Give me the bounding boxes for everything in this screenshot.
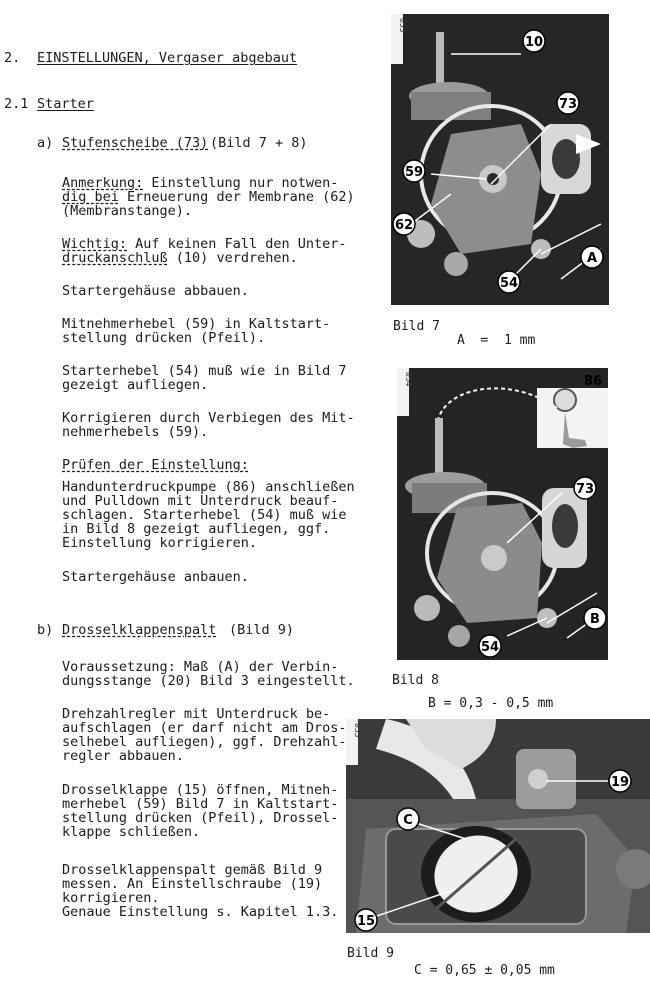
figure-9-photo: [346, 719, 650, 933]
figure-9-code: 055: [353, 723, 362, 738]
step-5: Startergehäuse anbauen.: [62, 569, 249, 585]
figure-7-measure: A = 1 mm: [457, 333, 536, 348]
part-a-ref: (Bild 7 + 8): [210, 135, 308, 151]
note-line-2: dig bei Erneuerung der Membrane (62): [62, 189, 355, 205]
figure-7-label-73: 73: [558, 97, 578, 112]
check-line-3: schlagen. Starterhebel (54) muß wie: [62, 507, 347, 523]
p2-line-1: Drosselklappe (15) öffnen, Mitneh-: [62, 782, 339, 798]
section-title: EINSTELLUNGEN, Vergaser abgebaut: [37, 50, 298, 66]
figure-8-caption: Bild 8: [392, 673, 439, 688]
figure-7-photo: [391, 14, 609, 305]
check-line-2: und Pulldown mit Unterdruck beauf-: [62, 493, 339, 509]
part-b-title: Drosselklappenspalt: [62, 622, 217, 638]
figure-7-label-10: 10: [524, 35, 544, 50]
figure-9-measure: C = 0,65 ± 0,05 mm: [414, 963, 555, 978]
figure-9-label-19: 19: [610, 775, 630, 790]
step-2-line-1: Mitnehmerhebel (59) in Kaltstart-: [62, 316, 331, 332]
p3-line-1: Drosselklappenspalt gemäß Bild 9: [62, 862, 323, 878]
figure-7-label-59: 59: [404, 165, 424, 180]
p2-line-3: stellung drücken (Pfeil), Drossel-: [62, 810, 339, 826]
figure-7-label-a: A: [586, 251, 598, 266]
check-title: Prüfen der Einstellung:: [62, 457, 249, 473]
pre-line-1: Voraussetzung: Maß (A) der Verbin-: [62, 659, 339, 675]
figure-7-label-62: 62: [394, 218, 414, 233]
step-4-line-2: nehmerhebels (59).: [62, 424, 209, 440]
subsection-title: Starter: [37, 96, 94, 112]
part-a-title: Stufenscheibe (73): [62, 135, 209, 151]
p1-line-2: aufschlagen (er darf nicht am Dros-: [62, 720, 347, 736]
subsection-number: 2.1: [4, 96, 29, 112]
figure-9-label-c: C: [403, 813, 413, 828]
part-b-ref: (Bild 9): [229, 622, 295, 638]
note-label: Anmerkung:: [62, 175, 144, 191]
figure-8-label-b: B: [590, 612, 600, 627]
note-line-1: Anmerkung: Einstellung nur notwen-: [62, 175, 339, 191]
figure-8-measure: B = 0,3 - 0,5 mm: [428, 696, 554, 711]
figure-7-code: 053: [398, 18, 407, 33]
figure-8-label-86: 86: [583, 374, 603, 389]
section-number: 2.: [4, 50, 21, 66]
step-2-line-2: stellung drücken (Pfeil).: [62, 330, 266, 346]
part-a-prefix: a): [37, 135, 54, 151]
p2-line-2: merhebel (59) Bild 7 in Kaltstart-: [62, 796, 339, 812]
figure-8-code: 054: [404, 372, 413, 387]
p3-line-4: Genaue Einstellung s. Kapitel 1.3.: [62, 904, 339, 920]
check-line-4: in Bild 8 gezeigt aufliegen, ggf.: [62, 521, 331, 537]
step-3-line-2: gezeigt aufliegen.: [62, 377, 209, 393]
check-line-5: Einstellung korrigieren.: [62, 535, 258, 551]
step-4-line-1: Korrigieren durch Verbiegen des Mit-: [62, 410, 355, 426]
figure-8-label-54: 54: [480, 640, 500, 655]
part-b-prefix: b): [37, 622, 54, 638]
figure-7-caption: Bild 7: [393, 319, 440, 334]
step-1: Startergehäuse abbauen.: [62, 283, 249, 299]
important-line-2: druckanschluß (10) verdrehen.: [62, 250, 298, 266]
figure-9-label-15: 15: [356, 914, 376, 929]
figure-8-photo: [397, 368, 608, 660]
important-label: Wichtig:: [62, 236, 128, 252]
p3-line-3: korrigieren.: [62, 890, 160, 906]
figure-7-label-54: 54: [499, 276, 519, 291]
p1-line-3: selhebel aufliegen), ggf. Drehzahl-: [62, 734, 347, 750]
figure-8-label-73: 73: [575, 482, 595, 497]
step-3-line-1: Starterhebel (54) muß wie in Bild 7: [62, 363, 347, 379]
p1-line-1: Drehzahlregler mit Unterdruck be-: [62, 706, 331, 722]
p2-line-4: klappe schließen.: [62, 824, 201, 840]
note-line-3: (Membranstange).: [62, 203, 193, 219]
p3-line-2: messen. An Einstellschraube (19): [62, 876, 323, 892]
pre-line-2: dungsstange (20) Bild 3 eingestellt.: [62, 673, 355, 689]
important-line-1: Wichtig: Auf keinen Fall den Unter-: [62, 236, 347, 252]
figure-9-caption: Bild 9: [347, 946, 394, 961]
check-line-1: Handunterdruckpumpe (86) anschließen: [62, 479, 355, 495]
p1-line-4: regler abbauen.: [62, 748, 184, 764]
